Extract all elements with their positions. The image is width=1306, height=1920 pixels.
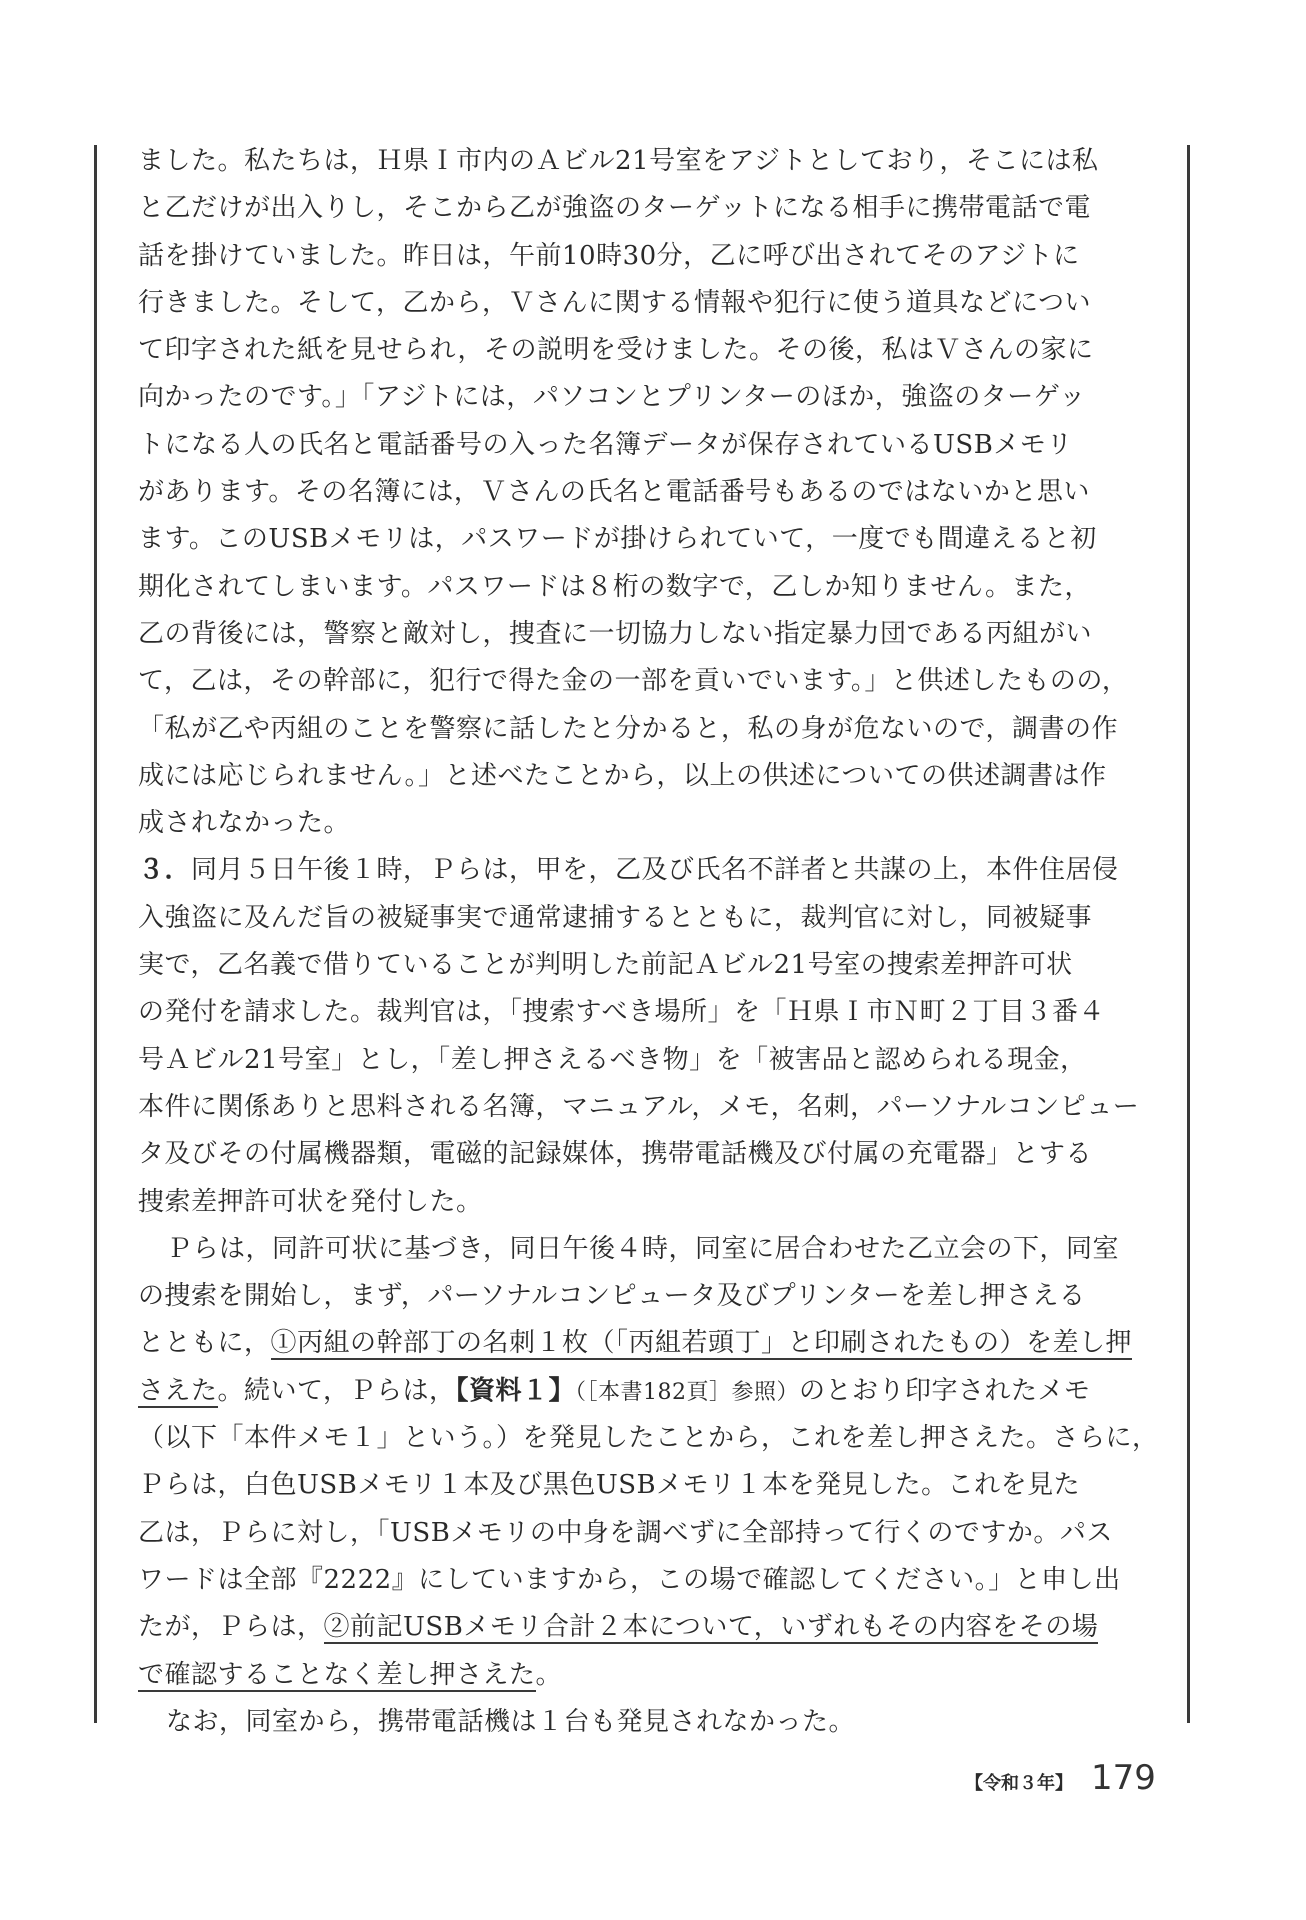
text-line: て，乙は，その幹部に，犯行で得た金の一部を貢いでいます。」と供述したものの，: [138, 666, 1129, 697]
text-segment: 。続いて，Ｐらは，: [217, 1375, 456, 1406]
text-line: トになる人の氏名と電話番号の入った名簿データが保存されているUSBメモリ: [138, 429, 1073, 460]
text-line: [138, 1368, 1148, 1415]
section-number: ３．: [138, 855, 192, 886]
text-line: ワードは全部『2222』にしていますから，この場で確認してください。」と申し出: [138, 1564, 1121, 1595]
text-line: 「私が乙や丙組のことを警察に話したと分かると，私の身が危ないので，調書の作: [138, 713, 1118, 744]
section-3-text: 同月５日午後１時，Ｐらは，甲を，乙及び氏名不詳者と共謀の上，本件住居侵: [191, 855, 1119, 886]
text-line: [138, 1604, 1148, 1651]
text-line: なお，同室から，携帯電話機は１台も発見されなかった。: [166, 1706, 856, 1737]
text-line: （以下「本件メモ１」という。）を発見したことから，これを差し押さえた。さらに，: [138, 1423, 1159, 1454]
right-margin-rule: [1187, 145, 1190, 1723]
section-3-first-line: [138, 847, 1148, 894]
text-line: 実で，乙名義で借りていることが判明した前記Ａビル21号室の捜索差押許可状: [138, 950, 1073, 981]
text-line: 乙の背後には，警察と敵対し，捜査に一切協力しない指定暴力団である丙組がい: [138, 618, 1093, 649]
reference-material-label: 【資料１】: [455, 1375, 576, 1406]
text-line: 捜索差押許可状を発付した。: [138, 1186, 483, 1217]
page-number: 179: [1091, 1758, 1156, 1798]
text-line: タ及びその付属機器類，電磁的記録媒体，携帯電話機及び付属の充電器」とする: [138, 1139, 1093, 1170]
text-line: と乙だけが出入りし，そこから乙が強盗のターゲットになる相手に携帯電話で電: [138, 193, 1091, 224]
text-line: 話を掛けていました。昨日は，午前10時30分，乙に呼び出されてそのアジトに: [138, 240, 1080, 271]
left-margin-rule: [94, 145, 97, 1723]
text-line: 成には応じられません。」と述べたことから，以上の供述についての供述調書は作: [138, 760, 1107, 791]
text-line: があります。その名簿には，Ｖさんの氏名と電話番号もあるのではないかと思い: [138, 477, 1090, 508]
main-text: [138, 138, 1159, 1746]
underlined-passage-2-end: で確認することなく差し押さえた: [138, 1659, 536, 1690]
text-line: 向かったのです。」「アジトには，パソコンとプリンターのほか，強盗のターゲッ: [138, 382, 1086, 413]
text-line: 期化されてしまいます。パスワードは８桁の数字で，乙しか知りません。また，: [138, 571, 1091, 602]
text-line: Ｐらは，同許可状に基づき，同日午後４時，同室に居合わせた乙立会の下，同室: [166, 1233, 1119, 1264]
text-segment: 。: [535, 1659, 563, 1690]
text-segment: たが，Ｐらは，: [138, 1612, 324, 1643]
text-line: の発付を請求した。裁判官は，「捜索すべき場所」を「Ｈ県Ｉ市Ｎ町２丁目３番４: [138, 997, 1105, 1028]
text-line: [138, 1320, 1148, 1367]
text-segment: とともに，: [138, 1328, 271, 1359]
text-line: 行きました。そして，乙から，Ｖさんに関する情報や犯行に使う道具などについ: [138, 287, 1091, 318]
text-line: 乙は，Ｐらに対し，「USBメモリの中身を調べずに全部持って行くのですか。パス: [138, 1517, 1113, 1548]
text-line: 成されなかった。: [138, 808, 351, 839]
text-line: 入強盗に及んだ旨の被疑事実で通常逮捕するとともに，裁判官に対し，同被疑事: [138, 902, 1093, 933]
page-footer: [965, 1758, 1156, 1798]
underlined-passage-1-end: さえた: [138, 1375, 218, 1406]
text-line: て印字された紙を見せられ，その説明を受けました。その後，私はＶさんの家に: [138, 335, 1094, 366]
underlined-passage-2: ②前記USBメモリ合計２本について，いずれもその内容をその場: [323, 1612, 1099, 1643]
text-line: ました。私たちは，Ｈ県Ｉ市内のＡビル21号室をアジトとしており，そこには私: [138, 146, 1099, 176]
text-line: 号Ａビル21号室」とし，「差し押さえるべき物」を「被害品と認められる現金，: [138, 1044, 1087, 1075]
text-line: の捜索を開始し，まず，パーソナルコンピュータ及びプリンターを差し押さえる: [138, 1281, 1086, 1312]
text-line: ます。このUSBメモリは，パスワードが掛けられていて，一度でも間違えると初: [138, 524, 1097, 555]
page-reference: （［本書182頁］参照）: [575, 1379, 800, 1405]
text-line: 本件に関係ありと思料される名簿，マニュアル，メモ，名刺，パーソナルコンピュー: [138, 1091, 1140, 1122]
text-segment: のとおり印字されたメモ: [799, 1375, 1091, 1406]
text-line: [138, 1652, 1148, 1699]
exam-year-label: 【令和３年】: [965, 1773, 1073, 1794]
underlined-passage-1: ①丙組の幹部丁の名刺１枚（「丙組若頭丁」と印刷されたもの）を差し押: [270, 1328, 1133, 1359]
text-line: Ｐらは，白色USBメモリ１本及び黒色USBメモリ１本を発見した。これを見た: [138, 1470, 1081, 1501]
